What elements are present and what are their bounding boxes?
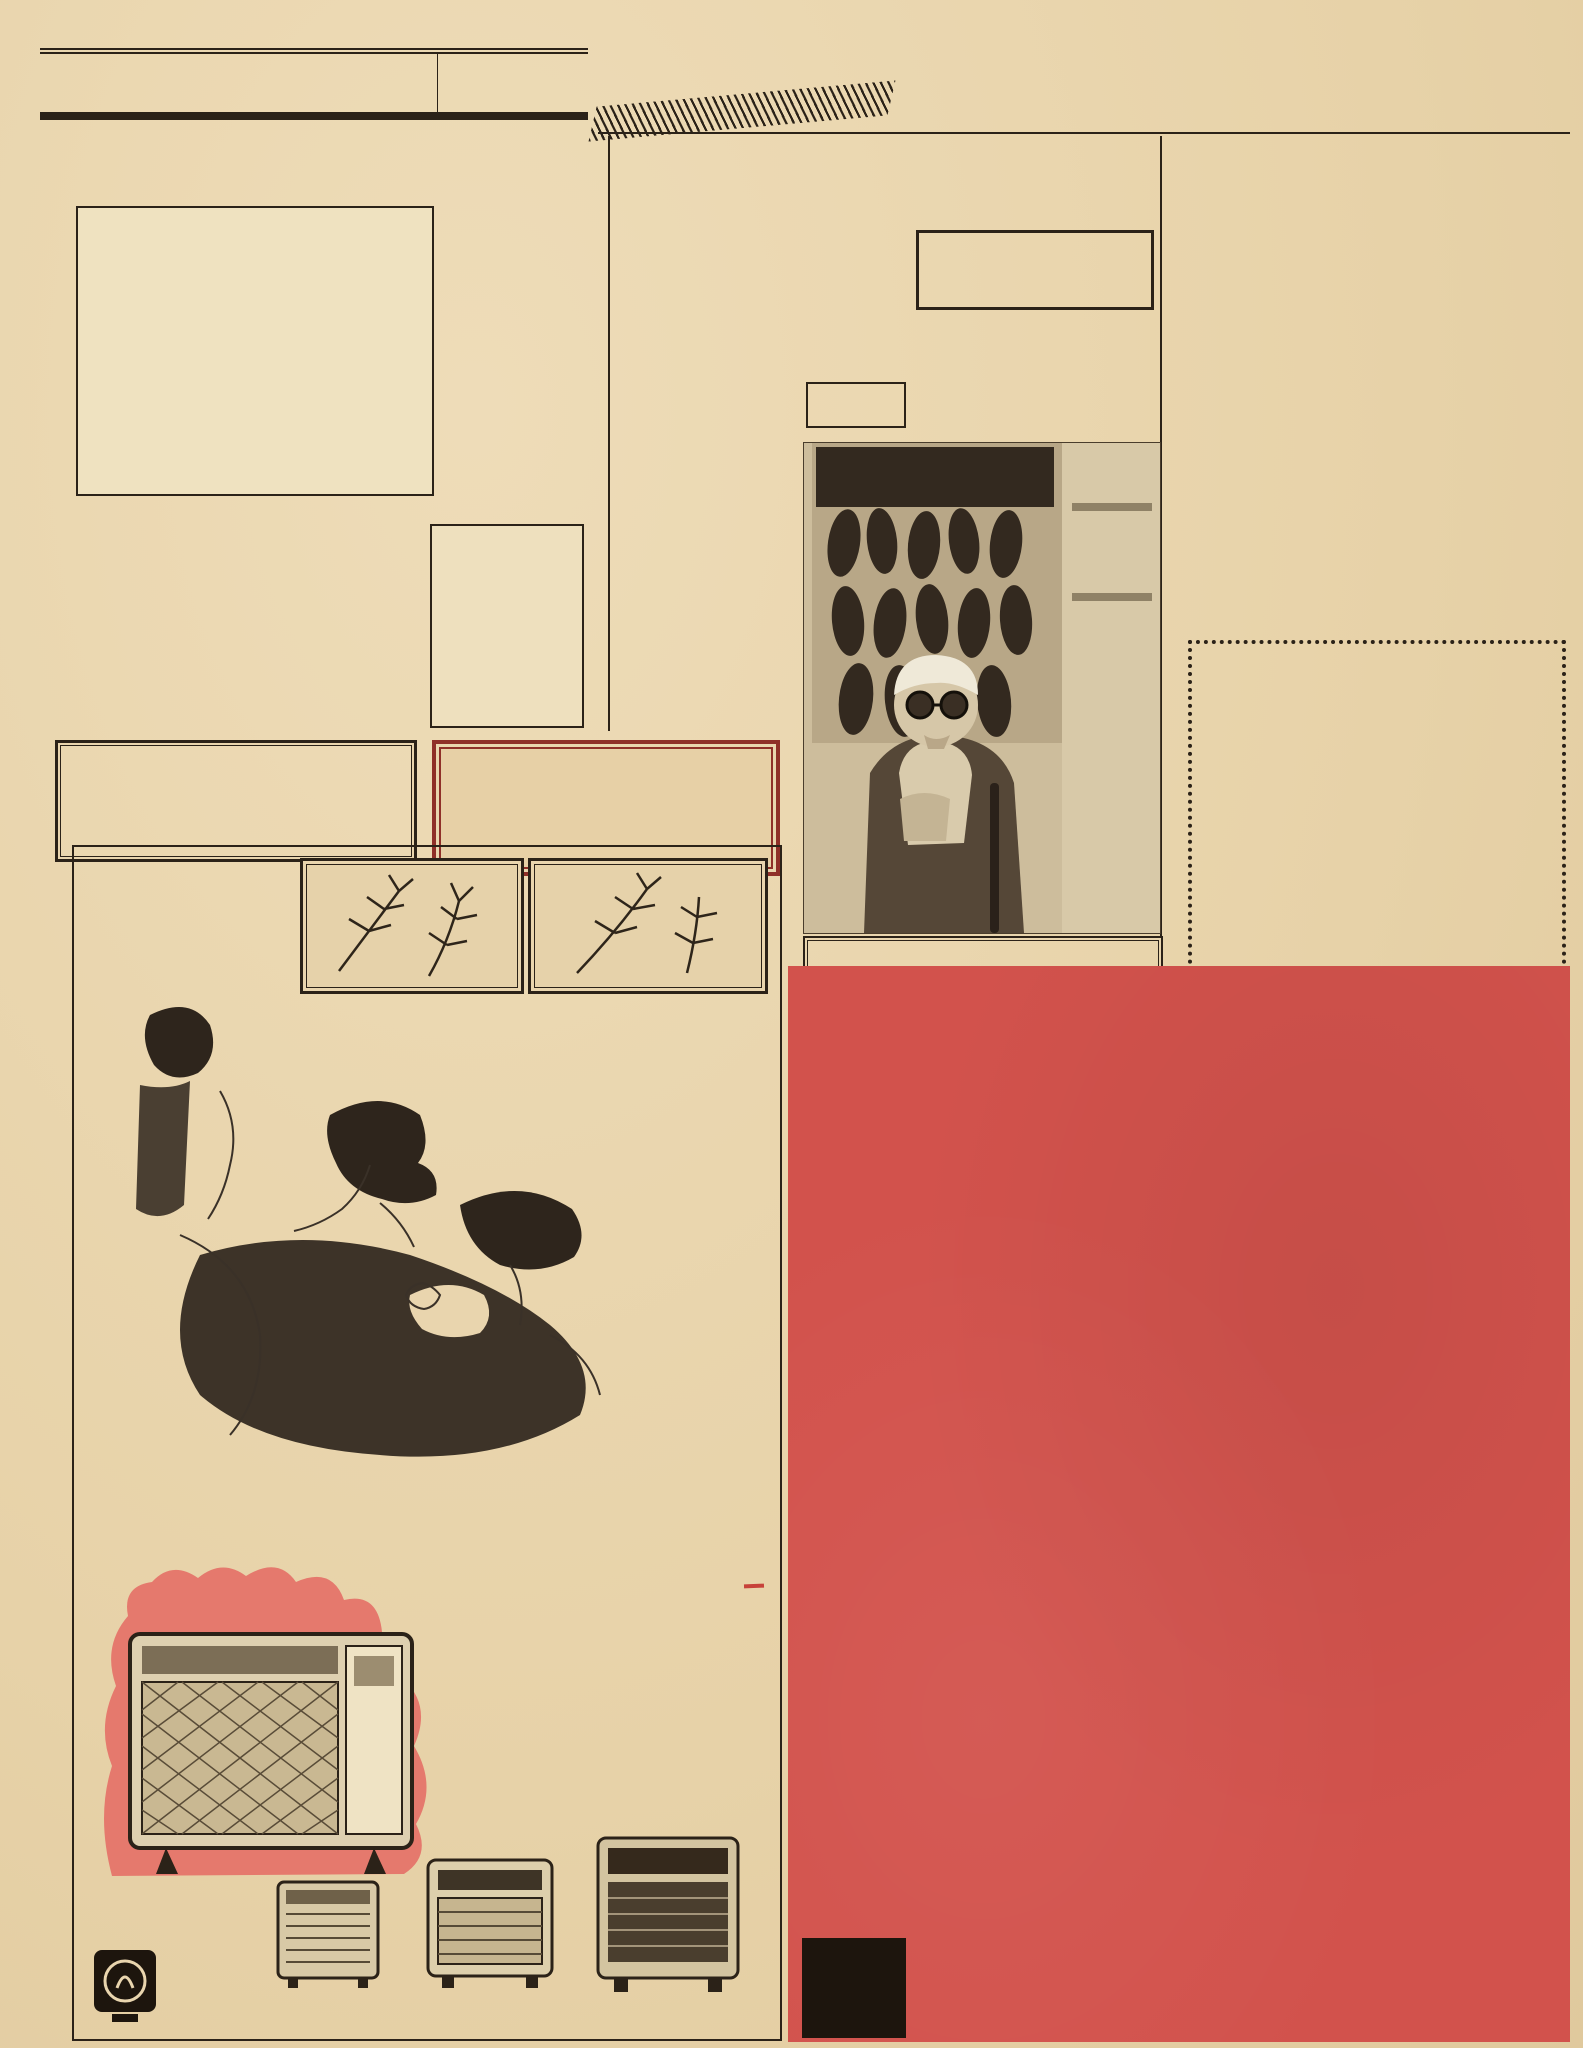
fashion-sketch-illustration xyxy=(80,995,660,1500)
pine-branch-illustration xyxy=(309,861,521,985)
feature-1-line1 xyxy=(829,1507,1258,1537)
photo-of-day-label xyxy=(806,382,906,428)
feature-2-line1 xyxy=(829,1677,1258,1707)
page-number xyxy=(437,54,588,112)
window-picture-left xyxy=(300,858,524,994)
masthead-brand xyxy=(869,24,1011,147)
bikaran-column-left xyxy=(620,318,796,700)
crossword-across-clues xyxy=(458,186,586,494)
stop-sign-notice-box xyxy=(1188,640,1566,996)
bikaran-boxed-figure xyxy=(916,230,1154,310)
feature-2-line2 xyxy=(829,1757,1258,1787)
brandleum-durability-line xyxy=(809,1820,1547,1872)
big-heater-illustration xyxy=(130,1634,412,1874)
kalleh-article-column-left xyxy=(1168,140,1364,610)
brandleum-intro-line1 xyxy=(825,1069,1533,1119)
masthead xyxy=(598,2,888,130)
window-picture-right xyxy=(528,858,768,994)
feature-1-line2 xyxy=(829,1587,1258,1617)
crossword-grid xyxy=(76,206,434,496)
small-heater-3 xyxy=(588,1828,748,2000)
small-heater-1 xyxy=(272,1876,384,1996)
hp-fabric-ad xyxy=(55,740,417,862)
header-left-band xyxy=(40,48,588,118)
photo-of-day xyxy=(803,442,1161,934)
divider-left-center xyxy=(608,136,610,731)
brandleum-logo xyxy=(802,1938,906,2038)
small-heater-2 xyxy=(420,1852,560,1996)
azmayesh-brand-row xyxy=(500,1584,772,1588)
crossword-row-numbers xyxy=(434,206,454,492)
kalleh-article-column-right xyxy=(1372,140,1568,610)
photo-illustration xyxy=(804,443,1160,933)
crossword-solution-grid xyxy=(430,524,584,728)
bikaran-column-middle xyxy=(802,318,978,372)
brandleum-flooring-ad xyxy=(788,966,1570,2042)
header-rule xyxy=(40,114,588,120)
header-bottom-rule xyxy=(598,132,1570,134)
brandleum-intro-line2 xyxy=(891,1154,1450,1193)
bikaran-column-right xyxy=(986,318,1154,446)
crossword-down-clues xyxy=(44,500,416,728)
azmayesh-logo xyxy=(744,1584,764,1589)
pine-branch-illustration xyxy=(537,861,765,985)
flame-backdrop xyxy=(82,1556,512,1886)
maker-emblem xyxy=(92,1948,158,2028)
